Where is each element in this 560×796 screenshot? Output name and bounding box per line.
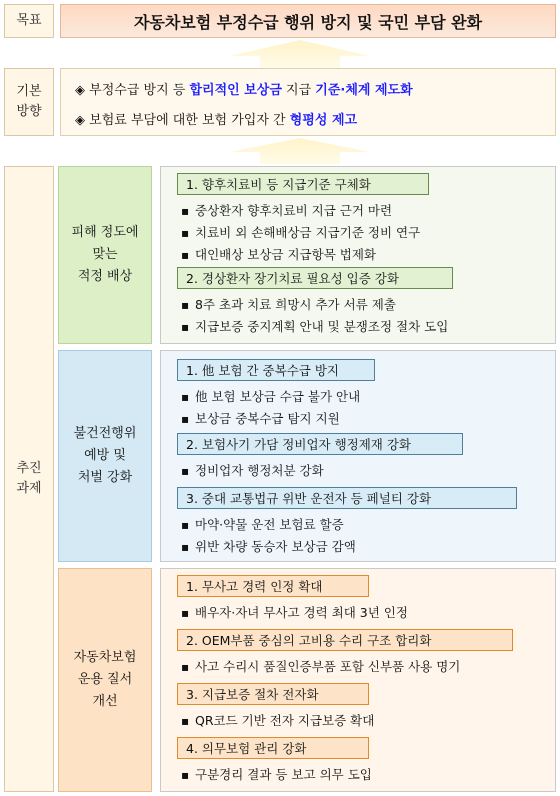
tasks-label-box [4, 166, 54, 792]
goal-label-box [4, 4, 54, 38]
group-header-text: 1. 他 보험 간 중복수급 방지 [186, 363, 339, 378]
list-item: ▪ 구분경리 결과 등 보고 의무 도입 [181, 765, 372, 783]
basic-line-2-highlight-1: 형평성 제고 [289, 113, 358, 128]
section-1-category [58, 166, 152, 344]
list-item: ▪ QR코드 기반 전자 지급보증 확대 [181, 711, 374, 729]
section-2-panel [160, 350, 556, 562]
section-3-group-1-header [177, 575, 369, 597]
tasks-label-line2: 과제 [16, 481, 42, 496]
section-1-group-1-header [177, 173, 429, 195]
list-item: ▪ 치료비 외 손해배상금 지급기준 정비 연구 [181, 223, 420, 241]
group-header-text: 2. 보험사기 가담 정비업자 행정제재 강화 [186, 437, 411, 452]
list-item: ▪ 보상금 중복수급 탐지 지원 [181, 409, 340, 427]
section-1-group-2-header [177, 267, 453, 289]
basic-label-line1: 기본 [16, 84, 42, 99]
category-line: 개선 [92, 694, 118, 709]
section-2-group-3-header [177, 487, 517, 509]
category-line: 맞는 [92, 247, 118, 262]
list-item: ▪ 사고 수리시 품질인증부품 포함 신부품 사용 명기 [181, 657, 460, 675]
section-3-panel [160, 568, 556, 792]
goal-label: 목표 [16, 13, 42, 28]
goal-box [60, 4, 556, 38]
group-header-text: 2. OEM부품 중심의 고비용 수리 구조 합리화 [186, 633, 432, 648]
list-item: ▪ 중상환자 향후치료비 지급 근거 마련 [181, 201, 392, 219]
list-item: ▪ 8주 초과 치료 희망시 추가 서류 제출 [181, 295, 396, 313]
list-item: ▪ 위반 차량 동승자 보상금 감액 [181, 537, 356, 555]
basic-line-1-text: 부정수급 방지 등 [89, 83, 190, 98]
category-line: 불건전행위 [73, 426, 137, 441]
tasks-label-line1: 추진 [16, 461, 42, 476]
section-2-group-2-header [177, 433, 463, 455]
basic-box [60, 68, 556, 136]
basic-label-line2: 방향 [16, 104, 42, 119]
group-header-text: 2. 경상환자 장기치료 필요성 입증 강화 [186, 271, 399, 286]
group-header-text: 1. 무사고 경력 인정 확대 [186, 579, 323, 594]
list-item: ▪ 他 보험 보상금 수급 불가 안내 [181, 387, 360, 405]
category-line: 적정 배상 [77, 269, 133, 284]
up-arrow-icon [200, 38, 400, 68]
section-3-group-4-header [177, 737, 369, 759]
diamond-bullet-icon: ◈ [75, 83, 85, 98]
list-item: ▪ 지급보증 중지계획 안내 및 분쟁조정 절차 도입 [181, 317, 448, 335]
section-1-panel [160, 166, 556, 344]
category-line: 자동차보험 [73, 650, 137, 665]
section-3-category [58, 568, 152, 792]
category-line: 처벌 강화 [77, 470, 133, 485]
list-item: ▪ 배우자·자녀 무사고 경력 최대 3년 인정 [181, 603, 408, 621]
basic-line-2 [75, 109, 357, 128]
section-2-category [58, 350, 152, 562]
category-line: 피해 정도에 [71, 225, 139, 240]
group-header-text: 1. 향후치료비 등 지급기준 구체화 [186, 177, 371, 192]
diamond-bullet-icon: ◈ [75, 113, 85, 128]
basic-line-1 [75, 79, 413, 98]
section-2-group-1-header [177, 359, 375, 381]
basic-label-box [4, 68, 54, 136]
list-item: ▪ 마약·약물 운전 보험료 할증 [181, 515, 344, 533]
category-line: 예방 및 [84, 448, 126, 463]
section-3-group-2-header [177, 629, 513, 651]
up-arrow-icon [200, 136, 400, 164]
group-header-text: 4. 의무보험 관리 강화 [186, 741, 307, 756]
basic-line-2-text: 보험료 부담에 대한 보험 가입자 간 [89, 113, 290, 128]
section-3-group-3-header [177, 683, 369, 705]
category-line: 운용 질서 [77, 672, 133, 687]
group-header-text: 3. 중대 교통법규 위반 운전자 등 페널티 강화 [186, 491, 432, 506]
group-header-text: 3. 지급보증 절차 전자화 [186, 687, 319, 702]
basic-line-1-highlight-2: 기준·체계 제도화 [315, 83, 413, 98]
list-item: ▪ 정비업자 행정처분 강화 [181, 461, 324, 479]
basic-line-1-mid: 지급 [281, 83, 316, 98]
basic-line-1-highlight-1: 합리적인 보상금 [189, 83, 282, 98]
list-item: ▪ 대인배상 보상금 지급항목 법제화 [181, 245, 376, 263]
goal-text: 자동차보험 부정수급 행위 방지 및 국민 부담 완화 [133, 12, 483, 32]
